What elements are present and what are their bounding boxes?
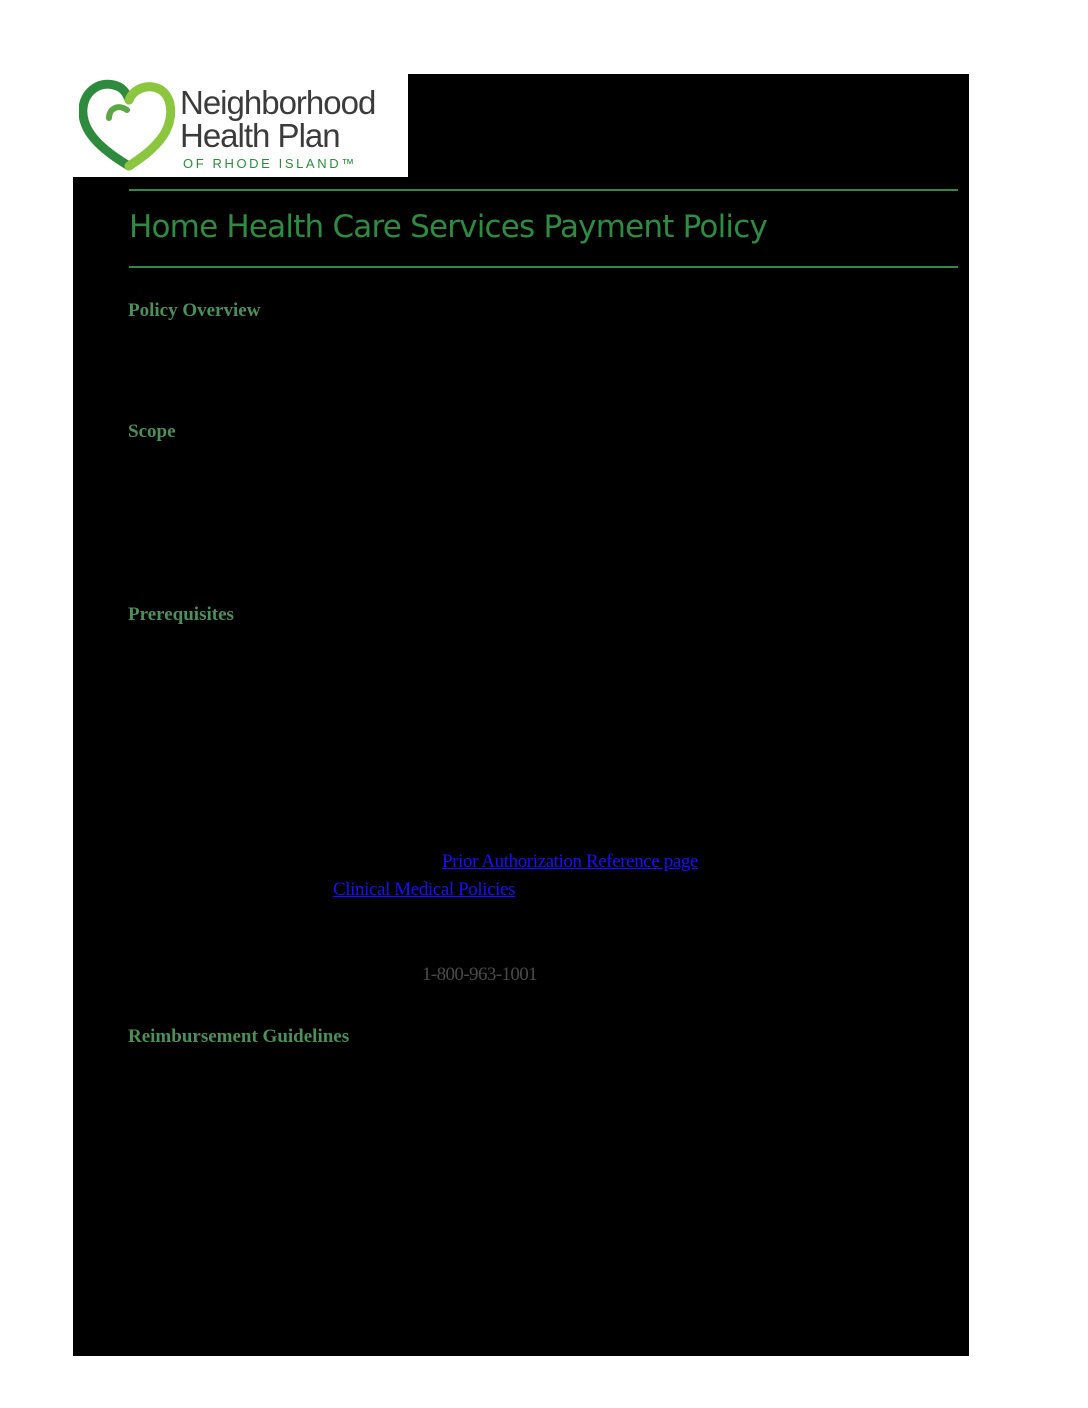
prior-authorization-link[interactable]: Prior Authorization Reference page bbox=[442, 851, 698, 872]
logo bbox=[73, 74, 408, 177]
title-rule-bottom bbox=[129, 266, 958, 268]
heading-policy-overview: Policy Overview bbox=[128, 300, 261, 321]
logo-text-line1: Neighborhood bbox=[180, 84, 376, 121]
heart-swirl-icon bbox=[79, 78, 177, 174]
page-title: Home Health Care Services Payment Policy bbox=[129, 209, 767, 245]
clinical-medical-policies-link[interactable]: Clinical Medical Policies bbox=[333, 879, 516, 900]
heading-prerequisites: Prerequisites bbox=[128, 604, 234, 625]
phone-number: 1-800-963-1001 bbox=[422, 964, 538, 985]
logo-text-line2: Health Plan bbox=[180, 117, 340, 154]
heading-reimbursement-guidelines: Reimbursement Guidelines bbox=[128, 1026, 350, 1047]
title-rule-top bbox=[129, 189, 958, 191]
logo-text-line3: OF RHODE ISLAND™ bbox=[183, 156, 357, 171]
heading-scope: Scope bbox=[128, 421, 176, 442]
